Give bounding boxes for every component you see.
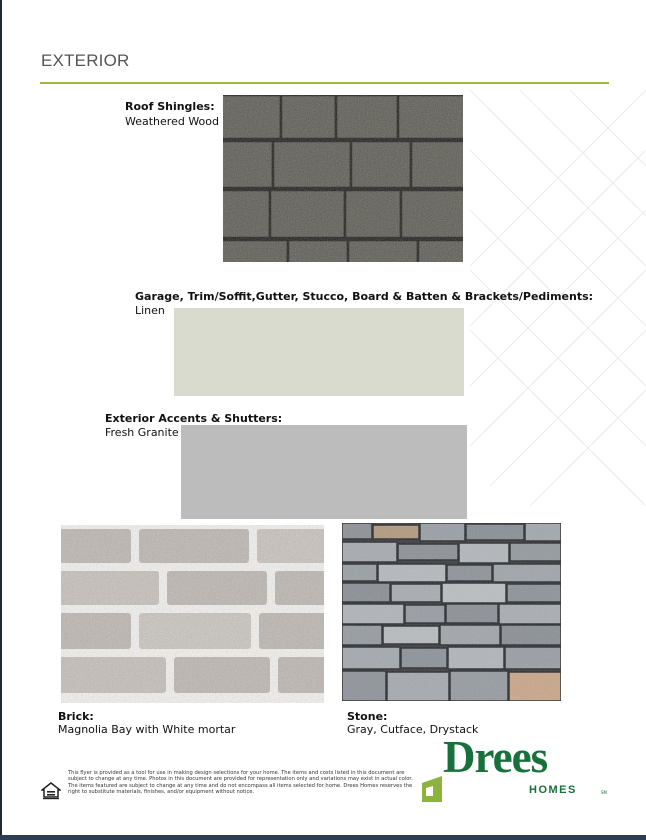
brick-image [61,525,324,703]
drees-brand-mark-icon [421,775,443,803]
garage-trim-value: Linen [135,304,165,317]
stone-image [342,523,561,701]
page-edge-bottom [0,835,646,840]
page-title: EXTERIOR [41,51,130,70]
stone-label: Stone: [347,710,388,723]
roof-shingle-image [223,95,463,262]
roof-value: Weathered Wood [125,115,219,128]
brand-logo-subtext: HOMES [529,784,577,796]
stone-value: Gray, Cutface, Drystack [347,723,479,736]
heading-divider [40,82,609,84]
roof-label: Roof Shingles: [125,100,215,113]
brick-label: Brick: [58,710,94,723]
accents-label: Exterior Accents & Shutters: [105,412,283,425]
legal-disclaimer: This flyer is provided as a tool for use in making design selections for your home. The items and costs listed in this document are subject to change at any time. Photos in this document are provided for representation only and variations may exist in actual color. The items featured are subject to change at any time and do not encompass all items selected for home. Drees Homes reserves the right to substitute materials, finishes, and/or equipment without notice. [68,770,413,795]
equal-housing-opportunity-icon [41,782,61,800]
brand-logo-text: Drees [443,732,548,782]
linen-color-swatch [174,308,464,396]
brand-service-mark: SM [601,790,607,795]
accents-value: Fresh Granite [105,426,179,439]
garage-trim-label: Garage, Trim/Soffit,Gutter, Stucco, Board & Batten & Brackets/Pediments: [135,290,594,303]
brick-value: Magnolia Bay with White mortar [58,723,236,736]
fresh-granite-color-swatch [181,425,467,519]
